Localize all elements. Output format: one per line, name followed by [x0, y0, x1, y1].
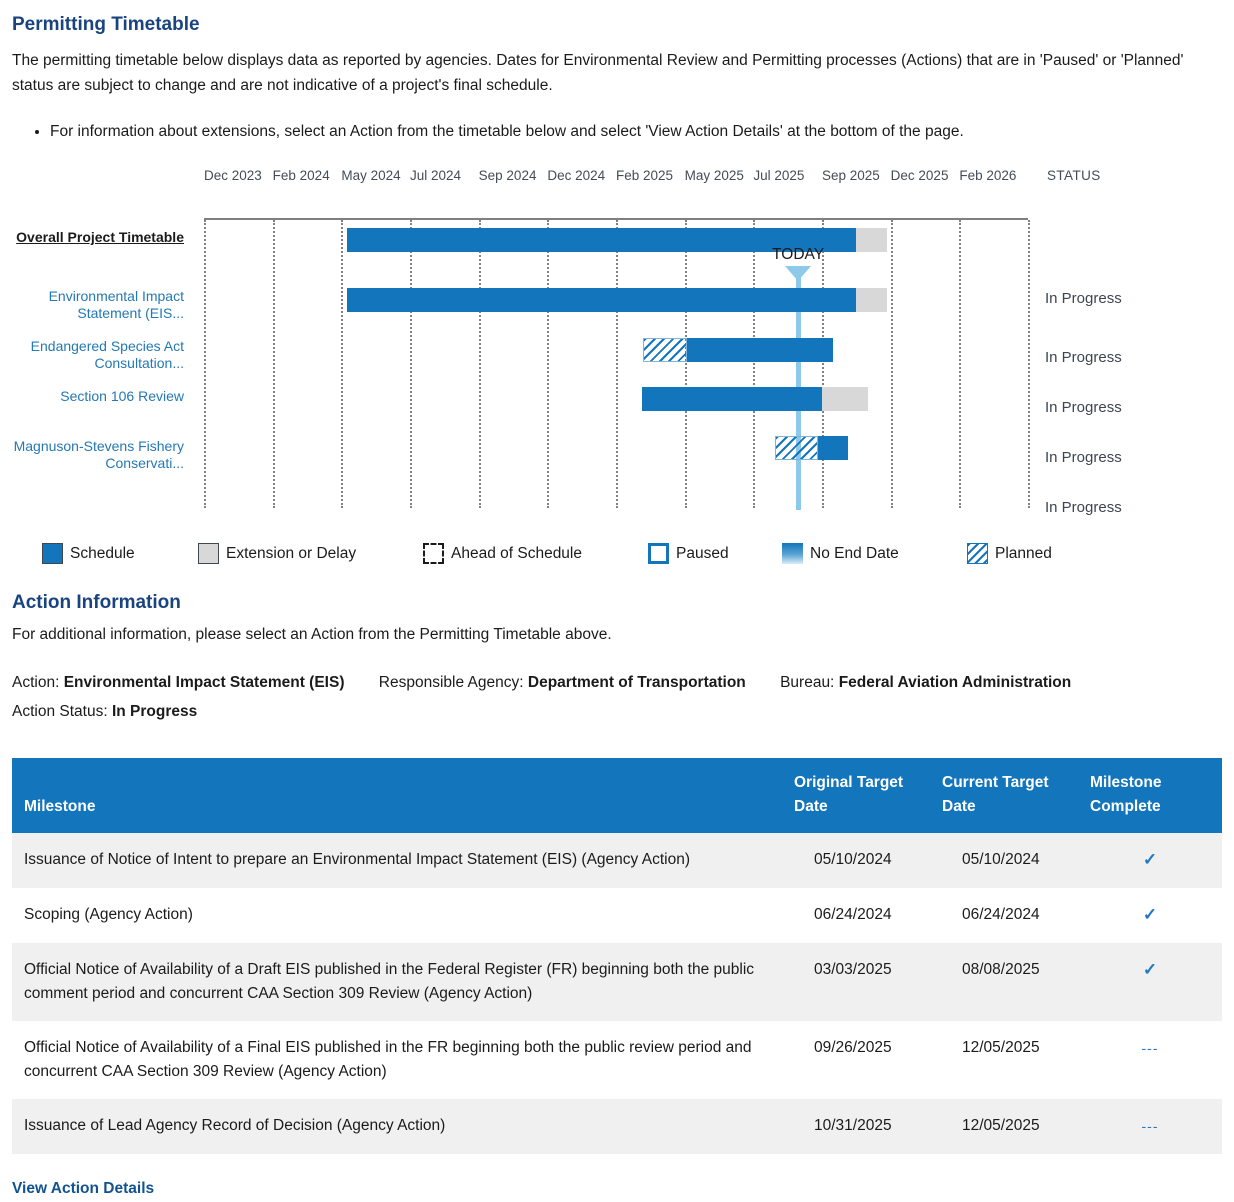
column-header-milestone-complete: Milestone Complete	[1078, 758, 1222, 833]
gantt-segment-schedule[interactable]	[642, 387, 822, 411]
ahead-swatch-icon	[423, 543, 444, 564]
action-information-title: Action Information	[12, 592, 181, 613]
gantt-plot-area	[204, 218, 1028, 508]
milestone-complete-cell	[1078, 943, 1222, 1021]
schedule-swatch-icon	[42, 543, 63, 564]
milestone-table-row	[12, 1099, 1222, 1154]
milestone-complete-cell	[1078, 1021, 1222, 1099]
row-status-text: In Progress	[1045, 290, 1122, 307]
action-status-label: Action Status:	[12, 703, 108, 720]
milestone-table-row	[12, 833, 1222, 888]
time-axis	[204, 168, 1028, 188]
milestone-complete-cell	[1078, 833, 1222, 888]
row-status-text: In Progress	[1045, 449, 1122, 466]
extensions-note: • For information about extensions, select an Action from the timetable below and select 'View Action Details' at the bottom of the page.	[50, 120, 1222, 144]
current-target-date-cell: 12/05/2025	[962, 1039, 1040, 1056]
gantt-bar-row[interactable]	[204, 338, 1028, 362]
milestone-cell: Scoping (Agency Action)	[24, 906, 193, 923]
today-label: TODAY	[772, 246, 825, 263]
not-complete-dash-icon: ---	[1141, 1040, 1159, 1056]
milestone-table	[12, 758, 1222, 1154]
gantt-segment-planned[interactable]	[775, 436, 818, 460]
gantt-bar-row[interactable]	[204, 387, 1028, 411]
column-header-milestone: Milestone	[12, 758, 782, 833]
gantt-segment-schedule[interactable]	[687, 338, 833, 362]
action-label: Action:	[12, 674, 60, 691]
paused-swatch-icon	[648, 543, 669, 564]
axis-tick-label: Dec 2025	[890, 168, 949, 183]
axis-tick-label: Jul 2024	[410, 168, 462, 183]
gridline	[547, 220, 549, 508]
gantt-bar-row[interactable]	[204, 228, 1028, 252]
intro-text: The permitting timetable below displays data as reported by agencies. Dates for Environmental Review and Permitting processes (Actions) that are in 'Paused' or 'Planned' status are subject to change and are not indicative of a project's final schedule.	[12, 52, 1184, 94]
milestone-cell: Official Notice of Availability of a Draft EIS published in the Federal Register (FR) beginning both the public comment period and concurrent CAA Section 309 Review (Agency Action)	[24, 961, 755, 1002]
milestone-table-row	[12, 1021, 1222, 1099]
not-complete-dash-icon: ---	[1141, 1118, 1159, 1134]
noend-swatch-icon	[782, 543, 803, 564]
gridline	[616, 220, 618, 508]
gantt-row-label[interactable]: Section 106 Review	[60, 388, 184, 404]
legend-label: Paused	[676, 544, 729, 562]
gantt-segment-schedule[interactable]	[818, 436, 848, 460]
current-target-date-cell: 12/05/2025	[962, 1117, 1040, 1134]
axis-tick-label: Sep 2024	[478, 168, 537, 183]
legend-label: No End Date	[810, 544, 899, 562]
original-target-date-cell: 09/26/2025	[814, 1039, 892, 1056]
original-target-date-cell: 06/24/2024	[814, 906, 892, 923]
milestone-table-row	[12, 888, 1222, 943]
responsible-agency-value: Department of Transportation	[527, 674, 746, 691]
gridline	[685, 220, 687, 508]
view-action-details-link[interactable]: View Action Details	[12, 1180, 155, 1197]
gridline	[959, 220, 961, 508]
page-title: Permitting Timetable	[12, 14, 200, 35]
axis-tick-label: Dec 2024	[547, 168, 606, 183]
gantt-row-label[interactable]: Endangered Species Act Consultation...	[30, 338, 184, 371]
extension-swatch-icon	[198, 543, 219, 564]
bureau-value: Federal Aviation Administration	[838, 674, 1072, 691]
planned-swatch-icon	[967, 543, 988, 564]
axis-tick-label: May 2025	[684, 168, 744, 183]
legend-label: Extension or Delay	[226, 544, 357, 562]
today-marker-icon	[785, 266, 811, 281]
gantt-row-label[interactable]: Overall Project Timetable	[16, 229, 184, 245]
gantt-segment-planned[interactable]	[643, 338, 687, 362]
gantt-segment-extension[interactable]	[856, 288, 887, 312]
row-status-text: In Progress	[1045, 399, 1122, 416]
gridline	[753, 220, 755, 508]
row-status-text: In Progress	[1045, 349, 1122, 366]
milestone-complete-cell	[1078, 1099, 1222, 1154]
gantt-segment-schedule[interactable]	[347, 288, 856, 312]
responsible-agency-label: Responsible Agency:	[378, 674, 524, 691]
legend-item-schedule	[42, 543, 135, 564]
status-column-header: STATUS	[1047, 168, 1101, 183]
action-information-note: For additional information, please select an Action from the Permitting Timetable above.	[12, 626, 612, 643]
gantt-row-label[interactable]: Magnuson-Stevens Fishery Conservati...	[13, 438, 184, 471]
original-target-date-cell: 10/31/2025	[814, 1117, 892, 1134]
legend-item-extension	[198, 543, 356, 564]
gridline	[204, 220, 206, 508]
milestone-cell: Issuance of Lead Agency Record of Decision (Agency Action)	[24, 1117, 446, 1134]
gantt-segment-extension[interactable]	[822, 387, 868, 411]
legend-label: Schedule	[70, 544, 135, 562]
gridline	[273, 220, 275, 508]
gantt-row-label[interactable]: Environmental Impact Statement (EIS...	[48, 288, 184, 321]
axis-tick-label: Sep 2025	[822, 168, 880, 183]
milestone-table-header-row	[12, 758, 1222, 833]
row-status-text: In Progress	[1045, 499, 1122, 516]
original-target-date-cell: 03/03/2025	[814, 961, 892, 978]
original-target-date-cell: 05/10/2024	[814, 851, 892, 868]
milestone-complete-cell	[1078, 888, 1222, 943]
check-icon: ✓	[1142, 850, 1158, 869]
permitting-gantt-chart	[0, 158, 1234, 578]
gridline	[410, 220, 412, 508]
action-status-value: In Progress	[111, 703, 198, 720]
gridline	[341, 220, 343, 508]
action-fields	[12, 670, 1222, 695]
gridline	[891, 220, 893, 508]
action-status-field	[12, 699, 1222, 724]
current-target-date-cell: 06/24/2024	[962, 906, 1040, 923]
milestone-cell: Issuance of Notice of Intent to prepare an Environmental Impact Statement (EIS) (Agency Action)	[24, 851, 690, 868]
gantt-bar-row[interactable]	[204, 436, 1028, 460]
axis-tick-label: Jul 2025	[753, 168, 805, 183]
legend-item-ahead	[423, 543, 582, 564]
current-target-date-cell: 08/08/2025	[962, 961, 1040, 978]
legend-item-paused	[648, 543, 729, 564]
axis-tick-label: Dec 2023	[204, 168, 262, 183]
column-header-original-target-date: Original Target Date	[782, 758, 930, 833]
check-icon: ✓	[1142, 905, 1158, 924]
axis-tick-label: Feb 2024	[272, 168, 330, 183]
action-value: Environmental Impact Statement (EIS)	[63, 674, 345, 691]
check-icon: ✓	[1142, 960, 1158, 979]
gantt-legend	[0, 543, 1234, 567]
axis-tick-label: May 2024	[341, 168, 401, 183]
milestone-cell: Official Notice of Availability of a Final EIS published in the FR beginning both the public review period and concurrent CAA Section 309 Review (Agency Action)	[24, 1039, 752, 1080]
legend-item-noend	[782, 543, 899, 564]
legend-item-planned	[967, 543, 1052, 564]
axis-tick-label: Feb 2025	[616, 168, 674, 183]
milestone-table-row	[12, 943, 1222, 1021]
legend-label: Planned	[995, 544, 1052, 562]
column-header-current-target-date: Current Target Date	[930, 758, 1078, 833]
bureau-label: Bureau:	[780, 674, 835, 691]
gridline	[479, 220, 481, 508]
gantt-segment-extension[interactable]	[856, 228, 887, 252]
gridline	[1028, 220, 1030, 508]
current-target-date-cell: 05/10/2024	[962, 851, 1040, 868]
axis-tick-label: Feb 2026	[959, 168, 1017, 183]
gantt-bar-row[interactable]	[204, 288, 1028, 312]
legend-label: Ahead of Schedule	[451, 544, 582, 562]
